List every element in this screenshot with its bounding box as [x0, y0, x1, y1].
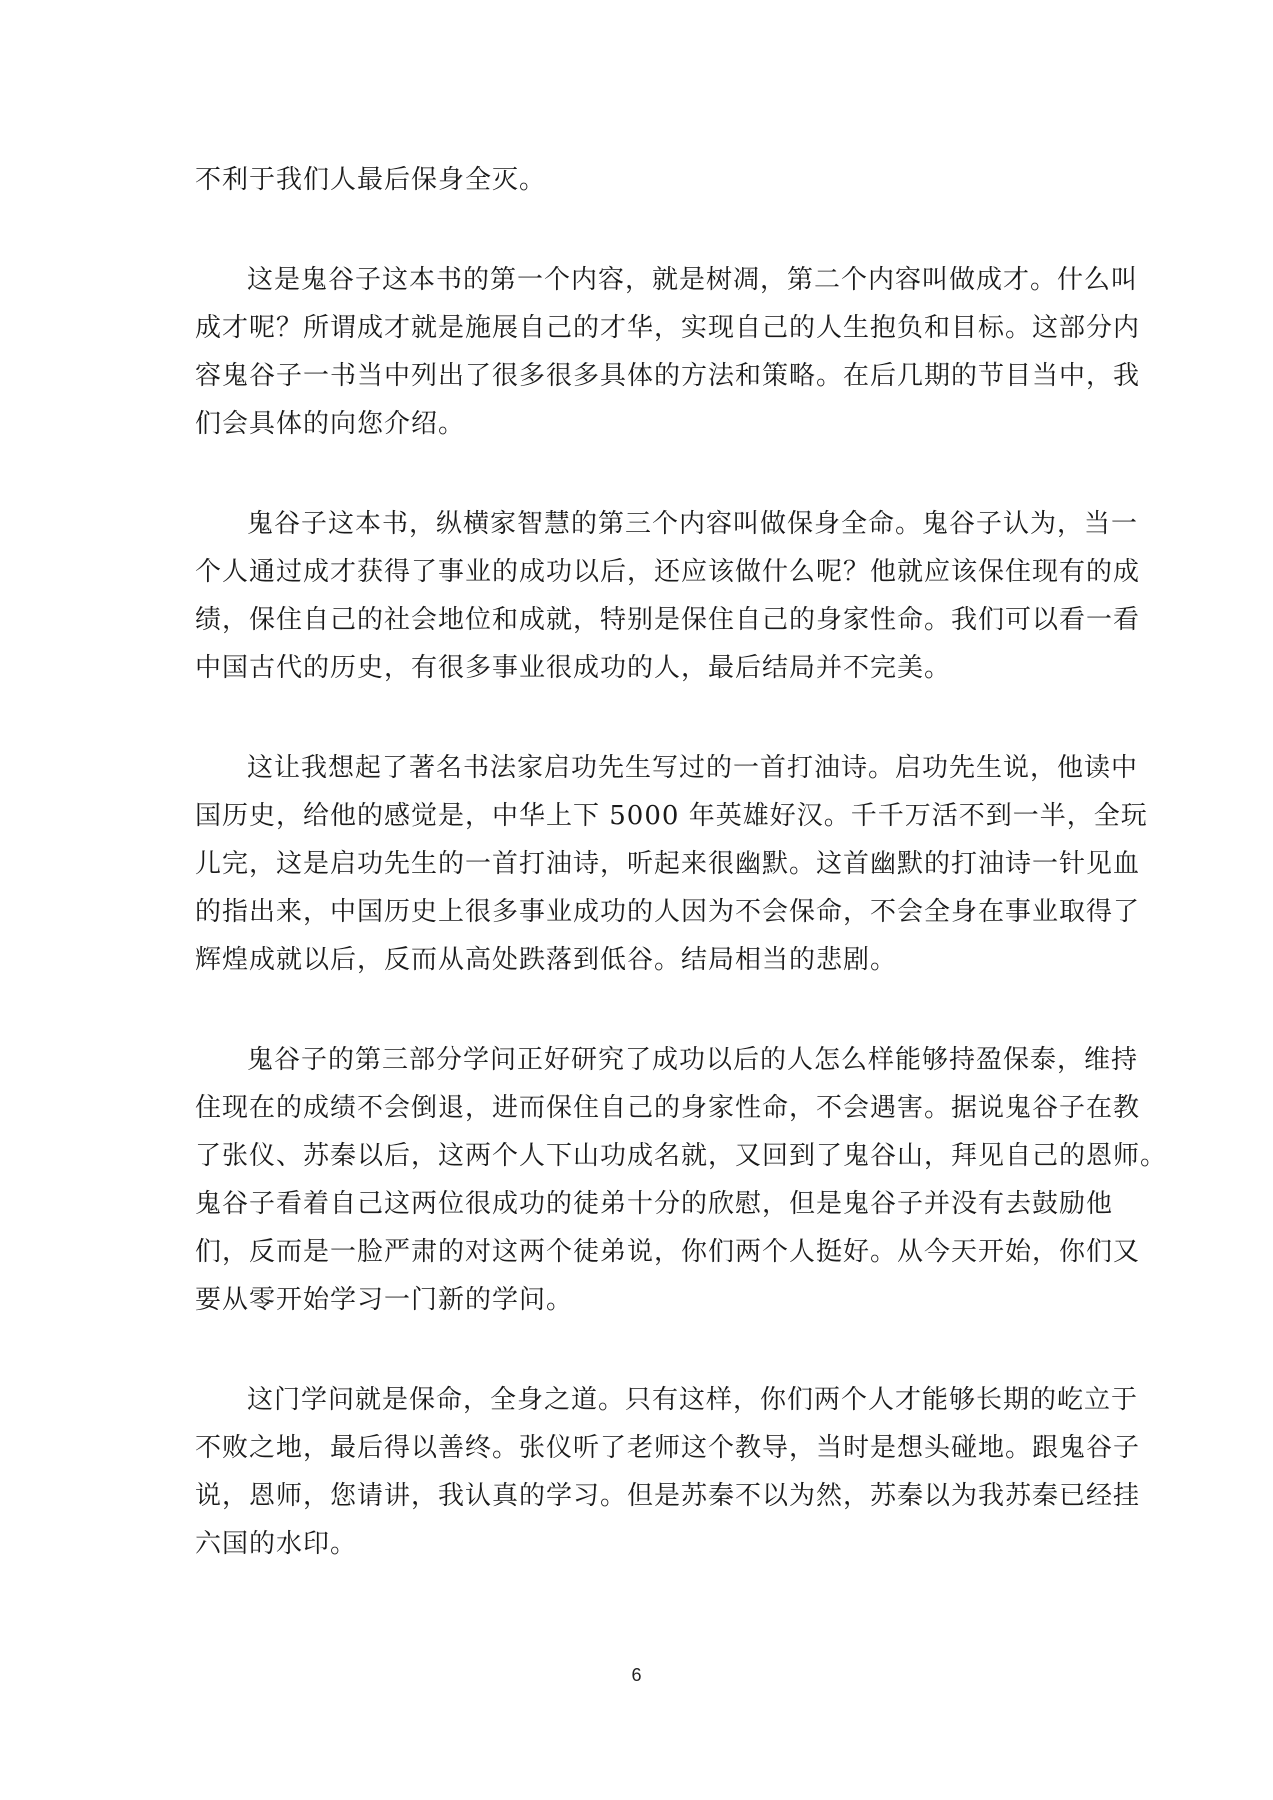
- paragraph-line: 要从零开始学习一门新的学问。: [195, 1285, 574, 1315]
- paragraph-line: 绩，保住自己的社会地位和成就，特别是保住自己的身家性命。我们可以看一看: [195, 605, 1141, 635]
- paragraph-line: 这让我想起了著名书法家启功先生写过的一首打油诗。启功先生说，他读中: [247, 753, 1139, 783]
- paragraph-line: 了张仪、苏秦以后，这两个人下山功成名就，又回到了鬼谷山，拜见自己的恩师。: [195, 1141, 1168, 1171]
- paragraph-line: 鬼谷子看着自己这两位很成功的徒弟十分的欣慰，但是鬼谷子并没有去鼓励他: [195, 1189, 1114, 1219]
- paragraph-line: 们会具体的向您介绍。: [195, 409, 466, 439]
- paragraph-line: 容鬼谷子一书当中列出了很多很多具体的方法和策略。在后几期的节目当中，我: [195, 361, 1141, 391]
- paragraph-line: 这门学问就是保命，全身之道。只有这样，你们两个人才能够长期的屹立于: [247, 1385, 1139, 1415]
- paragraph-line: 不败之地，最后得以善终。张仪听了老师这个教导，当时是想头碰地。跟鬼谷子: [195, 1433, 1141, 1463]
- page-number: 6: [631, 1665, 642, 1685]
- paragraph-line: 成才呢？所谓成才就是施展自己的才华，实现自己的人生抱负和目标。这部分内: [195, 313, 1141, 343]
- paragraph-line: 鬼谷子的第三部分学问正好研究了成功以后的人怎么样能够持盈保泰，维持: [247, 1045, 1139, 1075]
- paragraph-line: 六国的水印。: [195, 1529, 358, 1559]
- paragraph-line: 儿完，这是启功先生的一首打油诗，听起来很幽默。这首幽默的打油诗一针见血: [195, 849, 1141, 879]
- paragraph-line: 的指出来，中国历史上很多事业成功的人因为不会保命，不会全身在事业取得了: [195, 897, 1141, 927]
- paragraph-line: 不利于我们人最后保身全灭。: [195, 165, 547, 195]
- paragraph-line: 说，恩师，您请讲，我认真的学习。但是苏秦不以为然，苏秦以为我苏秦已经挂: [195, 1481, 1141, 1511]
- paragraph-line: 中国古代的历史，有很多事业很成功的人，最后结局并不完美。: [195, 653, 952, 683]
- paragraph-line: 辉煌成就以后，反而从高处跌落到低谷。结局相当的悲剧。: [195, 945, 898, 975]
- paragraph-line: 住现在的成绩不会倒退，进而保住自己的身家性命，不会遇害。据说鬼谷子在教: [195, 1093, 1141, 1123]
- paragraph-line: 国历史，给他的感觉是，中华上下 5000 年英雄好汉。千千万活不到一半，全玩: [195, 801, 1148, 831]
- paragraph-line: 这是鬼谷子这本书的第一个内容，就是树凋，第二个内容叫做成才。什么叫: [247, 265, 1139, 295]
- paragraph-line: 们，反而是一脸严肃的对这两个徒弟说，你们两个人挺好。从今天开始，你们又: [195, 1237, 1141, 1267]
- paragraph-line: 鬼谷子这本书，纵横家智慧的第三个内容叫做保身全命。鬼谷子认为，当一: [247, 509, 1139, 539]
- paragraph-line: 个人通过成才获得了事业的成功以后，还应该做什么呢？他就应该保住现有的成: [195, 557, 1141, 587]
